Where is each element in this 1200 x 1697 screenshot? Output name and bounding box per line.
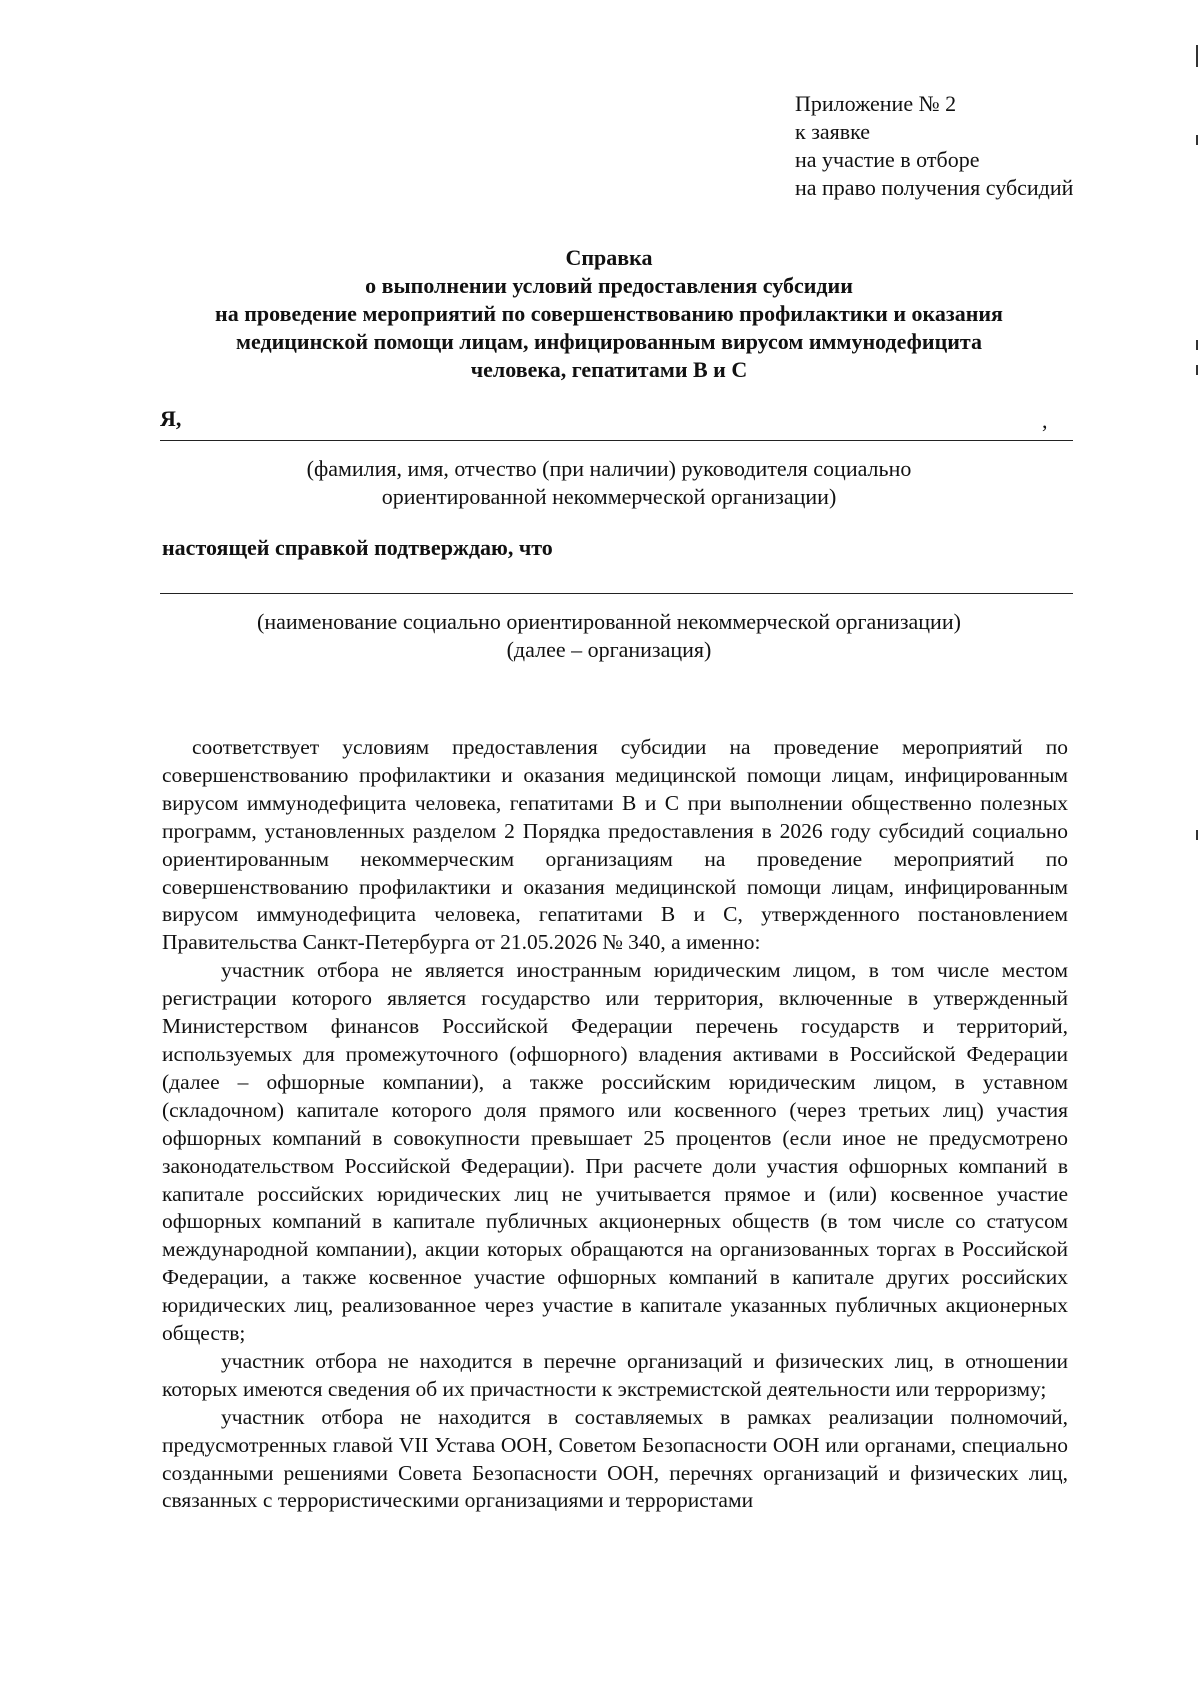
head-name-line[interactable] bbox=[160, 440, 1073, 441]
name-field-comma: , bbox=[1042, 408, 1048, 433]
body-paragraph: участник отбора не находится в составляемых в рамках реализации полномочий, предусмотренных главой VII Устава ООН, Советом Безопасности ООН или органами, специально созданными решениями Совета Безопасности ООН, перечнях организаций и физических лиц, связанных с террористическими организациями и террористами bbox=[162, 1404, 1068, 1513]
confirm-label: настоящей справкой подтверждаю, что bbox=[162, 535, 553, 560]
title-line: на проведение мероприятий по совершенствованию профилактики и оказания bbox=[215, 301, 1003, 326]
appendix-line: на право получения субсидий bbox=[795, 175, 1074, 200]
appendix-line: Приложение № 2 bbox=[795, 91, 957, 116]
caption-line: ориентированной некоммерческой организации) bbox=[381, 484, 837, 509]
scan-edge-mark bbox=[1196, 45, 1198, 67]
scan-edge-mark bbox=[1196, 340, 1198, 350]
body-paragraph: участник отбора не находится в перечне организаций и физических лиц, в отношении которых имеются сведения об их причастности к экстремистской деятельности или терроризму; bbox=[162, 1348, 1068, 1401]
org-name-caption bbox=[150, 608, 1068, 664]
title-line: о выполнении условий предоставления субсидии bbox=[365, 273, 853, 298]
caption-line: (далее – организация) bbox=[506, 637, 712, 662]
title-line: человека, гепатитами В и С bbox=[470, 357, 748, 382]
title-line: Справка bbox=[565, 245, 653, 270]
head-name-caption bbox=[150, 455, 1068, 511]
appendix-header bbox=[795, 90, 1073, 202]
document-title bbox=[150, 244, 1068, 384]
body-paragraph: соответствует условиям предоставления субсидии на проведение мероприятий по совершенствованию профилактики и оказания медицинской помощи лицам, инфицированным вирусом иммунодефицита человека, гепатитами В и С при выполнении общественно полезных программ, установленных разделом 2 Порядка предоставления в 2026 году субсидий социально ориентированным некоммерческим организациям на проведение мероприятий по совершенствованию профилактики и оказания медицинской помощи лицам, инфицированным вирусом иммунодефицита человека, гепатитами В и С, утвержденного постановлением Правительства Санкт-Петербурга от 21.05.2026 № 340, а именно: bbox=[162, 735, 1068, 955]
appendix-line: на участие в отборе bbox=[795, 147, 980, 172]
body-paragraph: участник отбора не является иностранным юридическим лицом, в том числе местом регистрации которого является государство или территория, включенные в утвержденный Министерством финансов Российской Федерации перечень государств и территорий, используемых для промежуточного (офшорного) владения активами в Российской Федерации (далее – офшорные компании), а также российским юридическим лицом, в уставном (складочном) капитале которого доля прямого или косвенного (через третьих лиц) участия офшорных компаний в совокупности превышает 25 процентов (если иное не предусмотрено законодательством Российской Федерации). При расчете доли участия офшорных компаний в капитале российских юридических лиц не учитывается прямое и (или) косвенное участие офшорных компаний в капитале публичных акционерных обществ (в том числе со статусом международной компании), акции которых обращаются на организованных торгах в Российской Федерации, а также косвенное участие офшорных компаний в капитале других российских юридических лиц, реализованное через участие в капитале указанных публичных акционерных обществ; bbox=[162, 958, 1068, 1346]
org-name-line[interactable] bbox=[160, 593, 1073, 594]
scan-edge-mark bbox=[1196, 365, 1198, 375]
title-line: медицинской помощи лицам, инфицированным вирусом иммунодефицита bbox=[235, 329, 982, 354]
body-text bbox=[162, 734, 1068, 1515]
appendix-line: к заявке bbox=[795, 119, 871, 144]
caption-line: (фамилия, имя, отчество (при наличии) руководителя социально bbox=[306, 456, 912, 481]
ya-label: Я, bbox=[160, 406, 182, 431]
caption-line: (наименование социально ориентированной некоммерческой организации) bbox=[257, 609, 961, 634]
scan-edge-mark bbox=[1196, 830, 1198, 840]
scan-edge-mark bbox=[1196, 135, 1198, 145]
